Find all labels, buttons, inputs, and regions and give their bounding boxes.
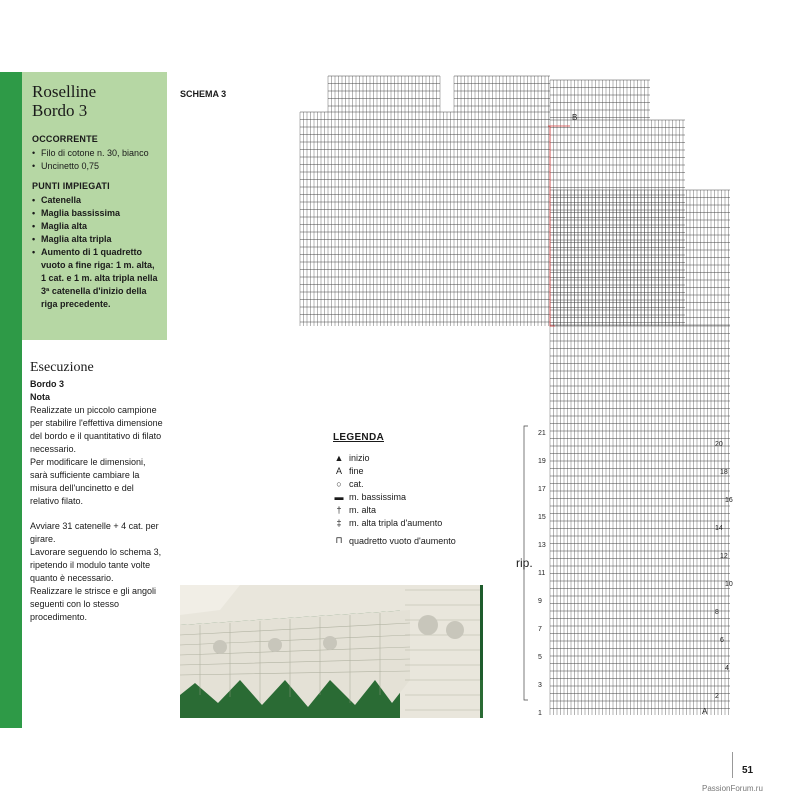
- watermark: PassionForum.ru: [702, 784, 763, 793]
- note-label: Nota: [30, 392, 50, 402]
- row-number-left: 11: [538, 570, 546, 577]
- legend-symbol-icon: ▬: [334, 491, 344, 502]
- execution-heading: Esecuzione: [30, 360, 94, 375]
- legend-row: [333, 534, 513, 547]
- list-item: • Filo di cotone n. 30, bianco: [32, 147, 159, 160]
- row-number-left: 5: [538, 654, 542, 661]
- row-number-right: 4: [725, 665, 729, 672]
- legend-title: LEGENDA: [333, 432, 384, 443]
- lace-photo-graphic: [180, 585, 483, 718]
- legend-row: [333, 464, 513, 477]
- legend-symbol-icon: ⊓: [335, 535, 343, 545]
- occorrente-list: [32, 147, 159, 173]
- list-item: • Maglia alta: [32, 220, 159, 233]
- red-boundary-line: [550, 126, 555, 326]
- paragraph: Avviare 31 catenelle + 4 cat. per girare.: [30, 521, 159, 544]
- list-item: • Maglia bassissima: [32, 207, 159, 220]
- legend-symbol-icon: ‡: [336, 517, 342, 528]
- execution-subheading: Bordo 3: [30, 379, 65, 389]
- legend-label: m. alta tripla d'aumento: [349, 517, 443, 528]
- row-number-left: 15: [538, 514, 546, 521]
- legend-row: [333, 451, 513, 464]
- row-number-left: 7: [538, 626, 542, 633]
- lace-photo: [180, 585, 483, 718]
- marker-a-label: A: [702, 707, 708, 716]
- row-number-left: 3: [538, 682, 542, 689]
- list-item: • Aumento di 1 quadretto vuoto a fine riga: 1 m. alta, 1 cat. e 1 m. alta tripla nella 3ª catenella d'inizio della riga precedente.: [32, 246, 159, 311]
- punti-list: [32, 194, 159, 311]
- row-number-left: 19: [538, 458, 546, 465]
- row-number-right: 18: [720, 469, 728, 476]
- schema-title: SCHEMA 3: [180, 89, 227, 99]
- legend-row: [333, 477, 513, 490]
- legend: [333, 432, 513, 547]
- row-number-left: 13: [538, 542, 546, 549]
- page-divider: [732, 752, 733, 778]
- paragraph: Lavorare seguendo lo schema 3, ripetendo il modulo tante volte quanto è necessario.: [30, 547, 162, 583]
- row-number-left: 17: [538, 486, 546, 493]
- punti-heading: PUNTI IMPIEGATI: [32, 181, 110, 191]
- paragraph: Realizzare le strisce e gli angoli seguenti con lo stesso procedimento.: [30, 586, 157, 622]
- marker-b-label: B: [572, 113, 578, 122]
- list-item: • Catenella: [32, 194, 159, 207]
- row-number-right: 2: [715, 693, 719, 700]
- row-number-right: 16: [725, 497, 733, 504]
- legend-label: inizio: [349, 452, 370, 463]
- row-number-right: 20: [715, 441, 723, 448]
- row-number-right: 12: [720, 553, 728, 560]
- legend-row: [333, 503, 513, 516]
- row-number-left: 9: [538, 598, 542, 605]
- repeat-label: rip.: [516, 556, 533, 570]
- legend-label: cat.: [349, 478, 364, 489]
- legend-label: fine: [349, 465, 364, 476]
- row-number-left: 1: [538, 710, 542, 717]
- legend-label: m. bassissima: [349, 491, 407, 502]
- paragraph: Per modificare le dimensioni, sarà sufficiente cambiare la misura dell'uncinetto e del relativo filato.: [30, 457, 146, 506]
- pattern-title: Roselline Bordo 3: [32, 82, 97, 120]
- legend-symbol-icon: †: [336, 504, 342, 515]
- occorrente-heading: OCCORRENTE: [32, 134, 99, 144]
- legend-symbol-icon: ○: [336, 478, 342, 489]
- legend-row: [333, 490, 513, 503]
- materials-box: [22, 72, 167, 340]
- row-number-right: 8: [715, 609, 719, 616]
- green-sidebar-stripe: [0, 72, 22, 728]
- legend-symbol-icon: A: [335, 465, 342, 476]
- execution-section: [30, 360, 165, 624]
- legend-symbol-icon: ▲: [334, 452, 344, 463]
- legend-row: [333, 516, 513, 529]
- row-number-right: 14: [715, 525, 723, 532]
- paragraph: Realizzate un piccolo campione per stabilire l'effettiva dimensione del bordo e il quantitativo di filato necessario.: [30, 405, 163, 454]
- legend-label: quadretto vuoto d'aumento: [349, 535, 456, 546]
- row-number-left: 21: [538, 430, 546, 437]
- legend-label: m. alta: [349, 504, 377, 515]
- list-item: • Uncinetto 0,75: [32, 160, 159, 173]
- row-number-right: 6: [720, 637, 724, 644]
- row-number-right: 10: [725, 581, 733, 588]
- page-number: 51: [742, 765, 754, 776]
- list-item: • Maglia alta tripla: [32, 233, 159, 246]
